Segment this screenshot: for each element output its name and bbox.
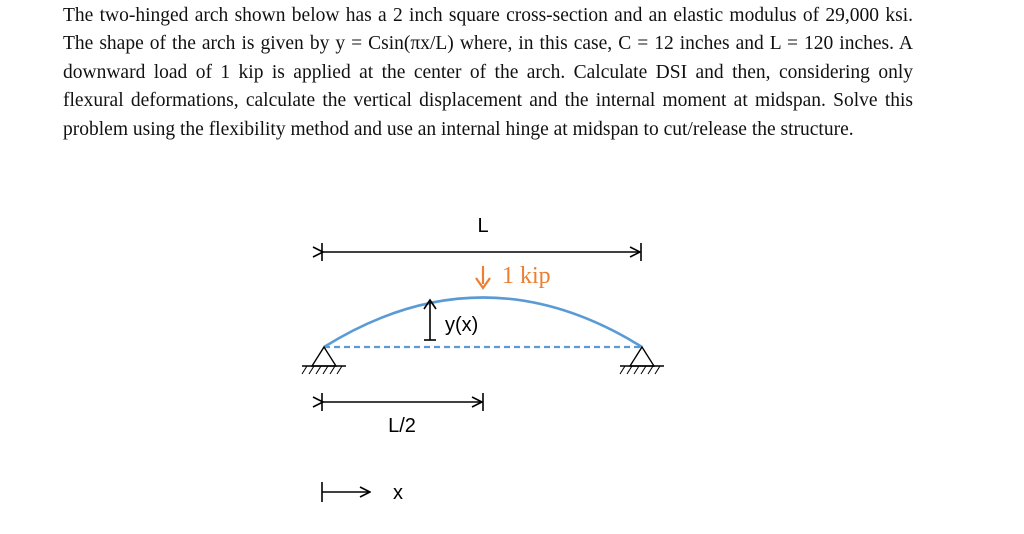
x-axis-indicator [322, 482, 403, 504]
arch-curve [324, 298, 642, 348]
span-dimension [322, 215, 641, 261]
pin-support-icon [620, 347, 664, 374]
half-span-dimension [322, 393, 483, 437]
load-arrow-icon [476, 266, 490, 288]
pin-support-icon [302, 347, 346, 374]
load-label: 1 kip [502, 263, 551, 289]
half-span-label: L/2 [388, 415, 416, 437]
height-label: y(x) [445, 314, 479, 336]
span-label: L [477, 215, 489, 237]
x-axis-label: x [393, 482, 403, 504]
problem-text: The two-hinged arch shown below has a 2 inch square cross-section and an elastic modulus of 29,000 ksi. The shape of the arch is given by y = Csin(πx/L) where, in this case, C = 12 inches and L = 120 inches. A downward load of 1 kip is applied at the center of the arch. Calculate DSI and then, considering only flexural deformations, calculate the vertical displacement and the internal moment at midspan. Solve this problem using the flexibility method and use an internal hinge at midspan to cut/release the structure. [63, 5, 913, 140]
height-indicator [424, 300, 436, 340]
